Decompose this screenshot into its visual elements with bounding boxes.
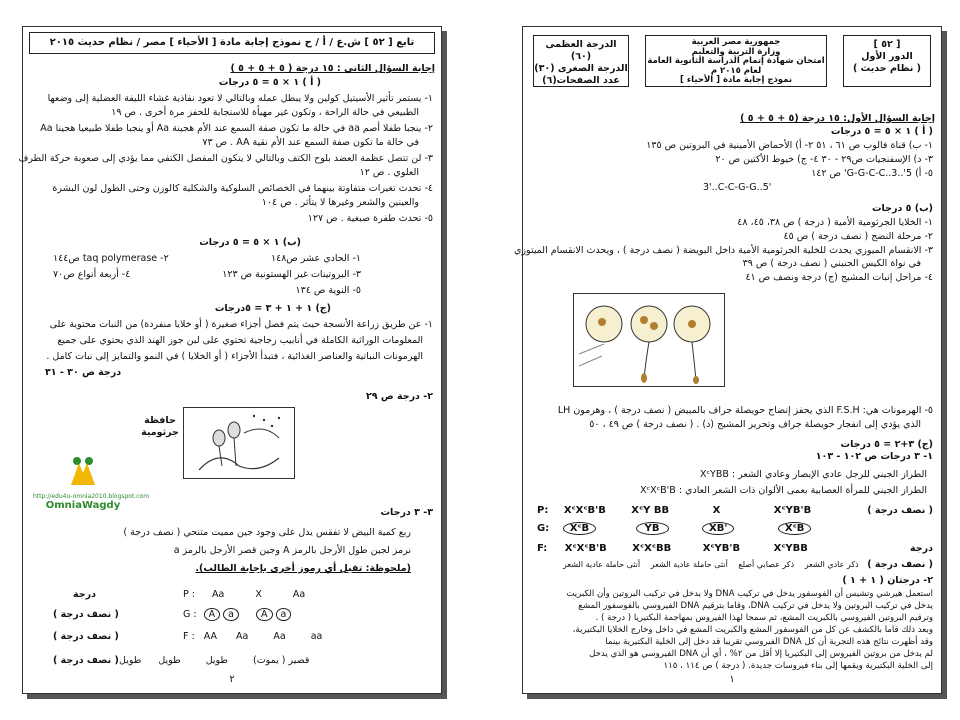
answer-line: وقد أظهرت نتائج هذه التجربة أن كل DNA الفيروسي تقريبا قد دخل إلى الخلية البكتيرية بينما [605, 637, 933, 647]
grade-box: الدرجة العظمى (٦٠) الدرجة الصغرى (٣٠) عدد الصفحات(٦) [533, 35, 629, 87]
page-number: ١ [729, 674, 735, 685]
f-phenotype: أنثى حاملة عادية الشعر [650, 560, 728, 569]
pollen-germination-diagram [573, 293, 725, 387]
q1c-heading: (ج) ٣+٢ = ٥ درجات [840, 439, 933, 450]
half-grade: ( نصف درجة ) [867, 505, 933, 516]
answer-line: ١- عن طريق زراعة الأنسجة حيث يتم فصل أجزاء صغيرة ( أو خلايا منفردة) من النبات محتوية على [49, 319, 433, 330]
p-value: XᶜY BB [631, 505, 670, 516]
answer-line: استعمل هيرشي وتشيس أن الفوسفور يدخل في تركيب DNA ولا يدخل في تركيب البروتين وأن الكبريت [566, 589, 933, 599]
answer-cell: ٤- أربعة أنواع ص٧٠ [53, 269, 131, 280]
watermark-name: OmniaWagdy [45, 500, 121, 511]
answer-cell: ٥- النوية ص ١٣٤ [295, 285, 361, 296]
f-value: aa [310, 631, 323, 642]
p-value: XᶜXᶜB'B [563, 505, 606, 516]
f-value: Aa [273, 631, 286, 642]
f-value: XᶜYB'B [702, 543, 741, 554]
answer-line: ٢- مرحلة النضج ( نصف درجة ) ص ٤٥ [783, 231, 933, 242]
answer-line: العلوي . ص ١٢ [359, 167, 419, 178]
q2a-heading: ( أ ) ١ × ٥ = ٥ درجات [218, 77, 321, 88]
q1a-heading: ( أ ) ١ × ٥ = ٥ درجات [830, 126, 933, 137]
f-value: Aa [236, 631, 249, 642]
c2-heading: ٢- درجة ص ٢٩ [365, 391, 433, 402]
answer-line: ٥- أ) 5'..G-G-C-C..3' ص ١٤٢ [811, 168, 933, 179]
answer-line: المعلومات الوراثية الكاملة في أنابيب زجاجية تحتوي على لبن جوز الهند الذي يحتوي على جميع [57, 335, 423, 346]
f-value: AA [203, 631, 217, 642]
answer-line: الطبيعي في حالة الراحة ، وتكون غير مهيأة للاستجابة للحفز مرة أخرى . ص ١٩ [111, 107, 419, 118]
answer-line: لم يدخل من بروتين الفيروس إلى البكتيريا إلا أقل من ٢% ، أي أن DNA الفيروسي هو الذي يدخل [589, 649, 933, 659]
c1-heading: ١- ٣ درجات ص ١٠٢ - ١٠٣ [815, 451, 933, 462]
answer-line: ٣- الانقسام الميوزي يحدث للخلية الجرثومية الأمية داخل البويضة ( نصف درجة ) ، ويحدث الانقسام الميتوزي [514, 245, 933, 256]
fern-sporangium-diagram [183, 407, 295, 479]
answer-cell: ٣- البروتينات غير الهستونية ص ١٢٣ [222, 269, 361, 280]
g-value: A [204, 608, 221, 621]
answer-page-2 [18, 26, 442, 694]
answer-line: ٤- مراحل إنبات المشيج (ج) درجة ونصف ص ٤١ [745, 272, 933, 283]
p-label: P : [183, 589, 195, 600]
half-grade: ( نصف درجة ) [53, 609, 119, 620]
g-value: a [276, 608, 292, 621]
answer-line: ٣- د) الإسفنجيات ص٢٩ - ٣٠ ٤- ج) خيوط الأكتين ص ٢٠ [715, 154, 933, 165]
g-value: YB [636, 522, 669, 535]
answer-line: الذي يؤدي إلى انفجار حويصلة جراف وتحرير المشيج (د) . ( نصف درجة ) ص ٤٩ ، ٥٠ [589, 419, 921, 430]
grade-header: درجة [73, 589, 96, 600]
g-value: A [256, 608, 273, 621]
c2-heading: ٢- درجتان ( ١ + ١ ) [842, 575, 933, 586]
g-label: G : [183, 609, 197, 620]
diagram-label: حافظة جرثومية [141, 415, 179, 438]
g-label: G: [537, 523, 550, 534]
f-label: F : [183, 631, 195, 642]
q2b-heading: (ب) ١ × ٥ = ٥ درجات [199, 237, 301, 248]
answer-line: نرمز لجين طول الأرجل بالرمز A وجين قصر الأرجل بالرمز a [173, 545, 411, 556]
page-header: تابع [ ٥٢ ] ش.ع / أ / ح نموذج إجابة مادة [ الأحياء ] مصر / نظام حديث ٢٠١٥ [29, 32, 435, 54]
answer-line: ٣- لن تتصل عظمة العضد بلوح الكتف وبالتالي لا يتكون المفصل الكتفي مما يؤدي إلى صعوبة حركة الطرف [18, 153, 433, 164]
grade-header: درجة [910, 543, 933, 554]
f-value: XᶜYBB [773, 543, 808, 554]
answer-cell: ٢- taq polymerase ص١٤٤ [53, 253, 169, 264]
p-value: Aa [292, 589, 306, 600]
q1b-heading: (ب) ٥ درجات [872, 203, 933, 214]
f-phenotype: طويل [119, 655, 142, 666]
f-value: XᶜXᶜB'B [564, 543, 607, 554]
answer-line: ربع كمية البيض لا تفقس يدل على وجود جين مميت متنحي ( نصف درجة ) [123, 527, 411, 538]
q1-title: إجابة السؤال الأول: ١٥ درجة (٥ + ٥ + ٥ ) [740, 113, 935, 124]
answer-line: ٢- ينجبا طفلا أصم aa في حالة ما تكون صفة السمع عند الأم هجينة Aa أو ينجبا طفلا طبيعيا هجينا Aa [40, 123, 433, 134]
half-grade: ( نصف درجة ) [53, 631, 119, 642]
p-value: X [712, 505, 721, 516]
f-phenotype: أنثى حاملة عادية الشعر [563, 560, 641, 569]
answer-line: ٥- تحدث طفرة صبغية . ص ١٢٧ [307, 213, 433, 224]
q2c-heading: (ج) ١ + ١ + ٣ = ٥درجات [214, 303, 331, 314]
p-value: XᶜYB'B [773, 505, 812, 516]
f-label: F: [537, 543, 548, 554]
session-box: [ ٥٢ ] الدور الأول ( نظام حديث ) [843, 35, 931, 87]
answer-line: ١- يستمر تأثير الأسيتيل كولين ولا يبطل عمله وبالتالي لا تعود نفاذية غشاء الليفة العضلية إلى وضعها [47, 93, 433, 104]
answer-line: ١- ب) قناة فالوب ص ٦١ ، ٥١ ٢- أ) الأحماض الأمينية في البروتين ص ١٣٥ [646, 140, 933, 151]
half-grade: ( نصف درجة ) [53, 655, 119, 666]
g-value: XB' [702, 522, 734, 535]
answer-line: ٤- تحدث تغيرات متفاوتة بينهما في الخصائص السلوكية والشكلية كالوزن وحتى الطول لون البشرة [52, 183, 433, 194]
c3-heading: ٣- ٣ درجات [380, 507, 433, 518]
p-label: P: [537, 505, 549, 516]
answer-line: إلى الخلية البكتيرية ويقمها إلى بناء فيروسات جديدة. ( درجة ) ص ١١٤ ، ١١٥ [663, 661, 933, 671]
g-value: a [223, 608, 239, 621]
answer-line: درجة ص ٣٠ - ٣١ [45, 367, 122, 378]
watermark-logo [33, 455, 150, 519]
answer-line: الهرمونات النباتية والعناصر الغذائية ، فتبدأ الأجزاء ( أو الخلايا ) في النمو والتمايز إلى نبات كامل . [46, 351, 423, 362]
watermark-url[interactable]: http://edu4u-omnia2010.blogspot.com [33, 493, 150, 500]
answer-line: 3'..C-C-G-G..5' [703, 182, 772, 193]
p-value: X [255, 589, 262, 600]
f-phenotype: ذكر عادي الشعر [804, 560, 859, 569]
answer-line: يدخل في تركيب البروتين ولا يدخل في تركيب DNA، وقاما بترقيم DNA الفيروسي بالفوسفور المشع [578, 601, 933, 611]
p-value: Aa [211, 589, 225, 600]
exam-title-box: جمهورية مصر العربية وزارة التربية والتعليم امتحان شهادة إتمام الدراسة الثانوية العامة لعام ٢٠١٥ م نموذج إجابة مادة [ الأحياء ] [645, 35, 827, 87]
q2-title: إجابة السؤال الثاني : ١٥ درجة ( ٥ + ٥ + ٥ ) [230, 63, 435, 74]
answer-page-1 [514, 26, 942, 694]
answer-line: الطراز الجيني للمرأة العصابية بعمى الألوان ذات الشعر العادي : XᶜXᶜB'B [640, 485, 927, 496]
g-value: XᶜB [778, 522, 811, 535]
note-line: (ملحوظة: تقبل أي رموز أخرى بإجابة الطالب). [195, 563, 411, 574]
logo-icon [63, 455, 103, 489]
answer-line: ١- الخلايا الجرثومية الأمية ( درجة ) ص ٣٨، ٤٥، ٤٨ [737, 217, 933, 228]
f-value: XᶜXᶜBB [632, 543, 672, 554]
answer-cell: ١- الحادي عشر ص١٤٨ [270, 253, 361, 264]
f-phenotype: قصير ( يموت) [253, 655, 310, 666]
answer-line: وترقيم البروتين الفيروسي بالكبريت المشع، ثم سمحا لهذا الفيروس بمهاجمة البكتيريا ( درجة ) . [595, 613, 933, 623]
answer-line: والعينين والشعر وغيرها لا يتأثر . ص ١٠٤ [261, 197, 419, 208]
answer-line: في نواة الكيس الجنيني ( نصف درجة ) ص ٣٩ [742, 258, 921, 269]
f-phenotype: طويل [158, 655, 181, 666]
answer-line: في حالة ما تكون صفة السمع عند الأم نقية AA . ص ٧٣ [202, 137, 419, 148]
g-value: XᶜB [563, 522, 596, 535]
answer-line: وبعد ذلك قاما بالكشف عن كل من الفوسفور المشع والكبريت المشع في داخل وخارج الخلايا البكتيرية، [572, 625, 933, 635]
half-grade: ( نصف درجة ) [867, 559, 933, 570]
page-number: ٢ [229, 674, 235, 685]
f-phenotype: طويل [205, 655, 228, 666]
answer-line: ٥- الهرمونات هي: F.S.H الذي يحفز إنضاج حويصلة جراف بالمبيض ( نصف درجة ) ، وهرمون LH [557, 405, 933, 416]
answer-line: الطراز الجيني للرجل عادي الإبصار وعادي الشعر : XᶜYBB [700, 469, 927, 480]
f-phenotype: ذكر عصابي أصلع [738, 560, 795, 569]
